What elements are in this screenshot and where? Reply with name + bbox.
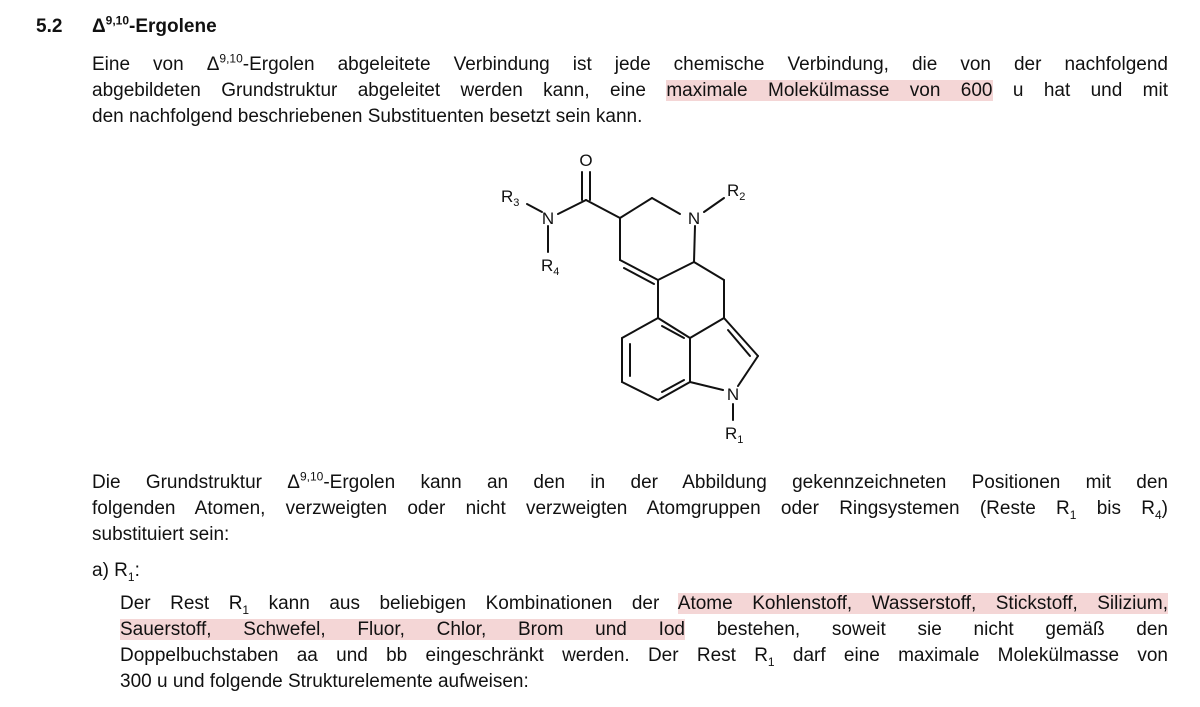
section-title: Δ$^{9,10}$-Ergolene bbox=[92, 13, 217, 37]
highlight-atoms-list-2: Sauerstoff, Schwefel, Fluor, Chlor, Brom und Iod bbox=[120, 619, 685, 640]
para1-line3: den nachfolgend beschriebenen Substituenten besetzt sein kann. bbox=[92, 106, 643, 127]
section-number: 5.2 bbox=[36, 16, 63, 37]
para3-line2: Sauerstoff, Schwefel, Fluor, Chlor, Brom und Iod bestehen, soweit sie nicht gemäß den bbox=[120, 619, 1168, 640]
substituent-r4: $R_4$ bbox=[541, 256, 560, 278]
atom-nitrogen-indole: N bbox=[726, 385, 740, 404]
para3-line3: Doppelbuchstaben aa und bb eingeschränkt werden. Der Rest $R_1$ darf eine maximale Molekülmasse von bbox=[120, 645, 1169, 669]
para1-line2: abgebildeten Grundstruktur abgeleitet werden kann, eine maximale Molekülmasse von 600 u hat und mit bbox=[92, 80, 1169, 101]
para2-line2: folgenden Atomen, verzweigten oder nicht verzweigten Atomgruppen oder Ringsystemen (Reste $R_1$ bis $R_4$) bbox=[92, 498, 1168, 522]
substituent-r3: $R_3$ bbox=[501, 187, 520, 209]
para3-line4: 300 u und folgende Strukturelemente aufweisen: bbox=[120, 671, 529, 692]
atom-nitrogen-ring: N bbox=[687, 209, 701, 228]
atom-nitrogen-amide: N bbox=[541, 209, 555, 228]
highlight-atoms-list-1: Atome Kohlenstoff, Wasserstoff, Stickstoff, Silizium, bbox=[677, 593, 1168, 614]
para2-line1: Die Grundstruktur Δ$^{9,10}$-Ergolen kann an den in der Abbildung gekennzeichneten Positionen mit den bbox=[92, 469, 1168, 493]
atom-oxygen: O bbox=[579, 151, 593, 170]
highlight-molecular-mass: maximale Molekülmasse von 600 bbox=[666, 80, 993, 101]
substituent-r1: $R_1$ bbox=[725, 424, 744, 446]
para1-line1: Eine von Δ$^{9,10}$-Ergolen abgeleitete Verbindung ist jede chemische Verbindung, die von der nachfolgend bbox=[92, 51, 1168, 75]
item-a-label: a) $R_1$: bbox=[92, 560, 140, 584]
substituent-r2: $R_2$ bbox=[727, 181, 746, 203]
para2-line3: substituiert sein: bbox=[92, 524, 230, 545]
para3-line1: Der Rest $R_1$ kann aus beliebigen Kombinationen der Atome Kohlenstoff, Wasserstoff, Stickstoff, Silizium, bbox=[120, 593, 1168, 617]
